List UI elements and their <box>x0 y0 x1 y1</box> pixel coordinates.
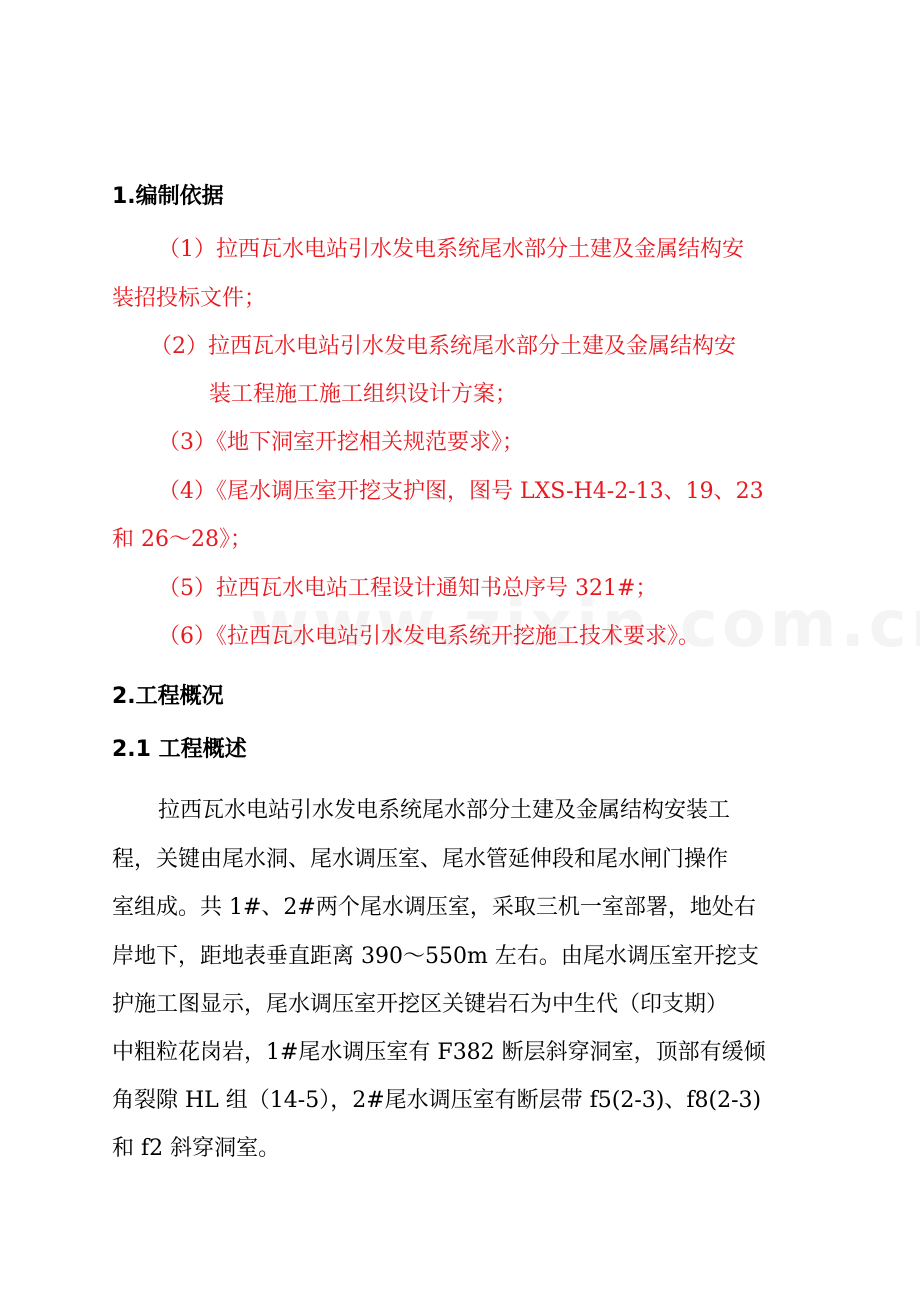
overview-line-4: 岸地下，距地表垂直距离 390～550m 左右。由尾水调压室开挖支 <box>112 944 759 969</box>
basis-item-1-line-2: 装招投标文件； <box>112 286 267 311</box>
basis-item-6: （6）《拉西瓦水电站引水发电系统开挖施工技术要求》。 <box>158 624 700 649</box>
basis-item-5: （5）拉西瓦水电站工程设计通知书总序号 321#； <box>158 576 658 601</box>
overview-line-1: 拉西瓦水电站引水发电系统尾水部分土建及金属结构安装工 <box>158 798 731 823</box>
basis-item-3: （3）《地下洞室开挖相关规范要求》； <box>158 430 524 455</box>
overview-line-8: 和 f2 斜穿洞室。 <box>112 1136 281 1161</box>
overview-line-6: 中粗粒花岗岩，1#尾水调压室有 F382 断层斜穿洞室，顶部有缓倾 <box>112 1040 766 1065</box>
basis-item-2-line-1: （2）拉西瓦水电站引水发电系统尾水部分土建及金属结构安 <box>150 334 736 359</box>
overview-line-7: 角裂隙 HL 组（14-5），2#尾水调压室有断层带 f5(2-3)、f8(2-3) <box>112 1088 762 1113</box>
section-2-1-heading: 2.1 工程概述 <box>112 737 247 762</box>
basis-item-4-line-2: 和 26～28》； <box>112 527 252 552</box>
overview-line-2: 程，关键由尾水洞、尾水调压室、尾水管延伸段和尾水闸门操作 <box>112 847 729 872</box>
section-1-heading: 1.编制依据 <box>112 184 224 209</box>
basis-item-2-line-2: 装工程施工施工组织设计方案； <box>209 382 518 407</box>
basis-item-1-line-1: （1）拉西瓦水电站引水发电系统尾水部分土建及金属结构安 <box>158 237 744 262</box>
overview-line-5: 护施工图显示，尾水调压室开挖区关键岩石为中生代（印支期） <box>112 992 729 1017</box>
section-2-heading: 2.工程概况 <box>112 684 224 709</box>
overview-line-3: 室组成。共 1#、2#两个尾水调压室，采取三机一室部署，地处右 <box>112 895 756 920</box>
basis-item-4-line-1: （4）《尾水调压室开挖支护图，图号 LXS-H4-2-13、19、23 <box>158 479 764 504</box>
